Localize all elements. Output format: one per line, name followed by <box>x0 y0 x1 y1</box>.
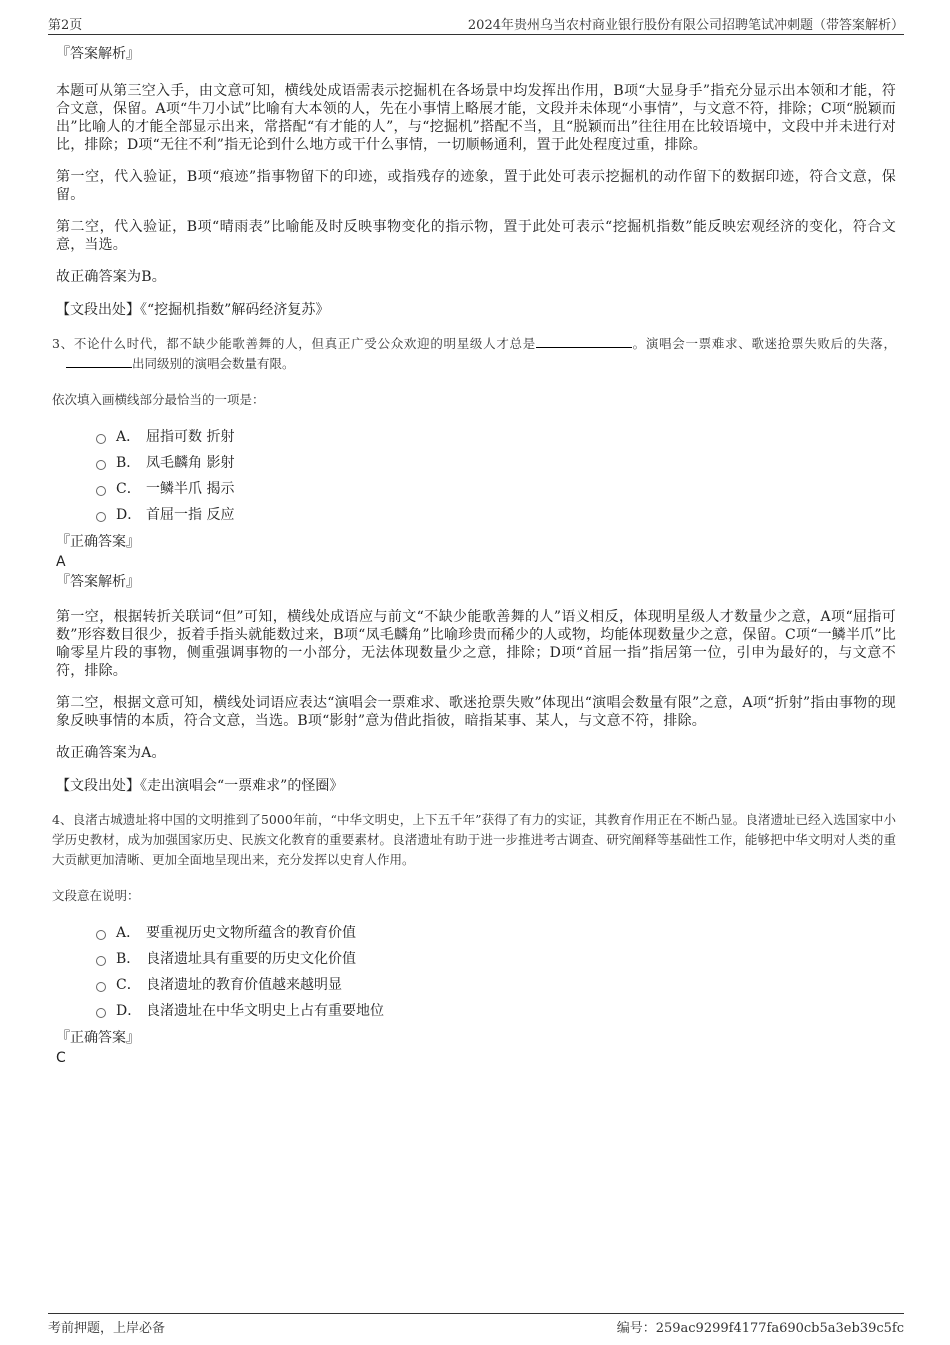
q3-analysis-paragraph: 第一空，根据转折关联词“但”可知，横线处成语应与前文“不缺少能歌善舞的人”语义相反，体现明星级人才数量少之意，A项“屈指可数”形容数目很少，扳着手指头就能数过来，B项“凤毛麟角”比喻珍贵而稀少的人或物，均能体现数量少之意，保留。C项“一鳞半爪”比喻零星片段的事物，侧重强调事物的一小部分，无法体现数量少之意，排除；D项“首屈一指”指居第一位，引申为最好的，与文意不符，排除。 <box>56 609 896 679</box>
q2-analysis-paragraph: 第一空，代入验证，B项“痕迹”指事物留下的印迹，或指残存的迹象，置于此处可表示挖掘机的动作留下的数据印迹，符合文意，保留。 <box>56 169 896 203</box>
footer-slogan: 考前押题，上岸必备 <box>48 1321 166 1336</box>
page-footer <box>48 1313 904 1336</box>
q3-source: 【文段出处】《走出演唱会“一票难求”的怪圈》 <box>56 778 344 794</box>
q3-conclusion: 故正确答案为A。 <box>56 745 166 761</box>
q2-conclusion: 故正确答案为B。 <box>56 269 166 285</box>
q3-question-text: 3、不论什么时代，都不缺少能歌善舞的人，但真正广受公众欢迎的明星级人才总是 。演唱会一票难求、歌迷抢票失败后的失落，出同级别的演唱会数量有限。 <box>52 336 896 371</box>
q2-source: 【文段出处】《“挖掘机指数”解码经济复苏》 <box>56 302 330 318</box>
q3-blank-1 <box>536 335 632 348</box>
document-id: 编号：259ac9299f4177fa690cb5a3eb39c5fc <box>616 1321 904 1336</box>
q3-options <box>96 424 896 528</box>
document-title: 2024年贵州乌当农村商业银行股份有限公司招聘笔试冲刺题（带答案解析） <box>467 18 904 33</box>
q4-answer-label: 『正确答案』 <box>56 1030 140 1046</box>
q3-option-c[interactable]: C． 一鳞半爪 揭示 <box>96 476 896 502</box>
q4-option-c[interactable]: C． 良渚遗址的教育价值越来越明显 <box>96 972 896 998</box>
q3-answer: A <box>56 554 66 570</box>
q3-analysis-paragraph: 第二空，根据文意可知，横线处词语应表达“演唱会一票难求、歌迷抢票失败”体现出“演唱会数量有限”之意，A项“折射”指由事物的现象反映事情的本质，符合文意，当选。B项“影射”意为借此指彼，暗指某事、某人，与文意不符，排除。 <box>56 695 896 729</box>
q3-answer-label: 『正确答案』 <box>56 534 140 550</box>
q3-option-a[interactable]: A． 屈指可数 折射 <box>96 424 896 450</box>
page-number: 第2页 <box>48 18 83 33</box>
q4-question-text: 4、良渚古城遗址将中国的文明推到了5000年前，“中华文明史，上下五千年”获得了有力的实证，其教育作用正在不断凸显。良渚遗址已经入选国家中小学历史教材，成为加强国家历史、民族文化教育的重要素材。良渚遗址有助于进一步推进考古调查、研究阐释等基础性工作，能够把中华文明对人类的重大贡献更加清晰、更加全面地呈现出来，充分发挥以史育人作用。 <box>52 812 896 867</box>
radio-button[interactable] <box>96 1008 106 1018</box>
q2-analysis-paragraph: 本题可从第三空入手，由文意可知，横线处成语需表示挖掘机在各场景中均发挥出作用，B项“大显身手”指充分显示出本领和才能，符合文意，保留。A项“牛刀小试”比喻有大本领的人，先在小事情上略展才能，文段并未体现“小事情”，与文意不符，排除；C项“脱颖而出”比喻人的才能全部显示出来，常搭配“有才能的人”，与“挖掘机”搭配不当，且“脱颖而出”往往用在比较语境中，文段中并未进行对比，排除；D项“无往不利”指无论到什么地方或干什么事情，一切顺畅通利，置于此处程度过重，排除。 <box>56 83 896 153</box>
q4-options <box>96 920 896 1024</box>
q4-option-a[interactable]: A． 要重视历史文物所蕴含的教育价值 <box>96 920 896 946</box>
radio-button[interactable] <box>96 486 106 496</box>
radio-button[interactable] <box>96 434 106 444</box>
radio-button[interactable] <box>96 956 106 966</box>
q3-option-d[interactable]: D． 首屈一指 反应 <box>96 502 896 528</box>
q3-analysis-label: 『答案解析』 <box>56 574 140 590</box>
q3-option-b[interactable]: B． 凤毛麟角 影射 <box>96 450 896 476</box>
radio-button[interactable] <box>96 982 106 992</box>
q4-option-d[interactable]: D． 良渚遗址在中华文明史上占有重要地位 <box>96 998 896 1024</box>
q3-blank-2 <box>66 355 132 368</box>
q2-analysis-label: 『答案解析』 <box>56 46 140 62</box>
radio-button[interactable] <box>96 460 106 470</box>
radio-button[interactable] <box>96 512 106 522</box>
q4-option-b[interactable]: B． 良渚遗址具有重要的历史文化价值 <box>96 946 896 972</box>
page-header <box>48 14 904 35</box>
q3-prompt: 依次填入画横线部分最恰当的一项是： <box>52 392 265 407</box>
q4-answer: C <box>56 1050 66 1066</box>
radio-button[interactable] <box>96 930 106 940</box>
page-content <box>52 44 896 1068</box>
q4-prompt: 文段意在说明： <box>52 888 140 903</box>
q2-analysis-paragraph: 第二空，代入验证，B项“晴雨表”比喻能及时反映事物变化的指示物，置于此处可表示“挖掘机指数”能反映宏观经济的变化，符合文意，当选。 <box>56 219 896 253</box>
